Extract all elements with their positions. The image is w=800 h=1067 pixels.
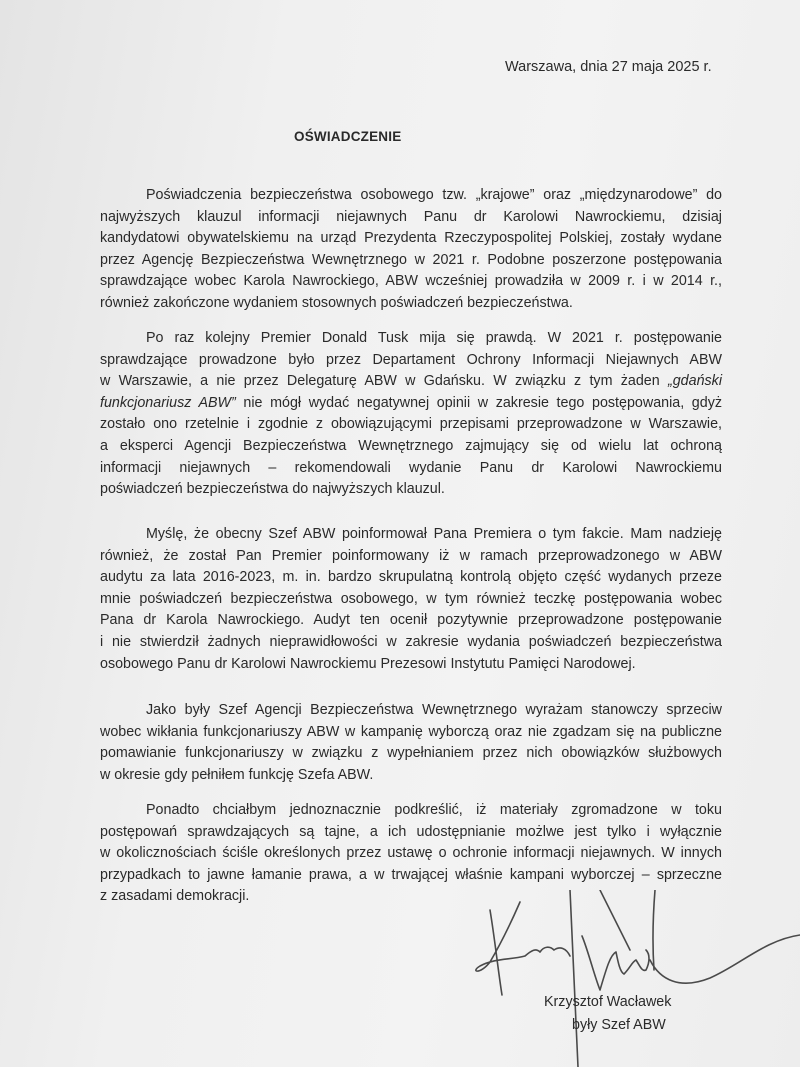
paragraph-line: Ponadto chciałbym jednoznacznie podkreślić, iż materiały zgromadzone w toku — [146, 802, 722, 818]
paragraph-line: pomawianie funkcjonariuszy w związku z wypełnianiem przez nich obowiązków służbowych — [100, 745, 722, 762]
paragraph-line: audytu za lata 2016-2023, m. in. bardzo skrupulatną kontrolą objęto część wydanych przeze — [100, 569, 722, 586]
paragraph-line: Poświadczenia bezpieczeństwa osobowego tzw. „krajowe” oraz „międzynarodowe” do — [146, 187, 722, 203]
paragraph-line: przypadkach to jawne łamanie prawa, a w trwającej właśnie kampani wyborczej – sprzeczne — [100, 866, 722, 883]
paragraph-line — [100, 393, 722, 415]
paragraph-line: sprawdzające prowadzone było przez Departament Ochrony Informacji Niejawnych ABW — [100, 351, 722, 368]
paragraph-1 — [100, 185, 722, 315]
paragraph-4 — [100, 700, 722, 786]
document-title: OŚWIADCZENIE — [294, 129, 402, 144]
line-text: w Warszawie, a nie przez Delegaturę ABW w Gdańsku. W związku z tym żaden — [100, 373, 660, 390]
place-date: Warszawa, dnia 27 maja 2025 r. — [505, 59, 712, 75]
signature-stroke — [582, 936, 649, 990]
paragraph-line: przez Agencję Bezpieczeństwa Wewnętrznego w 2021 r. Podobne poszerzone postępowania — [100, 251, 722, 268]
italic-quote: funkcjonariusz ABW” — [100, 394, 236, 411]
paragraph-line: w okolicznościach ściśle określonych przez ustawę o ochronie informacji niejawnych. W innych — [100, 845, 722, 862]
paragraph-line: z zasadami demokracji. — [100, 888, 250, 905]
paragraph-line: Jako były Szef Agencji Bezpieczeństwa Wewnętrznego wyrażam stanowczy sprzeciw — [146, 702, 722, 718]
paragraph-line: zostało ono rzetelnie i zgodnie z obowiązującymi przepisami przeprowadzone w Warszawie, — [100, 416, 722, 433]
paragraph-line: w okresie gdy pełniłem funkcję Szefa ABW. — [100, 766, 374, 783]
signature-stroke — [653, 890, 655, 970]
paragraph-line: poświadczeń bezpieczeństwa do najwyższych klauzul. — [100, 481, 445, 498]
signature-stroke — [650, 935, 800, 983]
signatory-position: były Szef ABW — [572, 1017, 666, 1033]
paragraph-3 — [100, 524, 722, 675]
paragraph-line: Pana dr Karola Nawrockiego. Audyt ten ocenił pozytywnie przeprowadzone postępowanie — [100, 612, 722, 629]
paragraph-line: sprawdzające wobec Karola Nawrockiego, ABW wcześniej prowadziła w 2009 r. i w 2014 r., — [100, 273, 722, 290]
paragraph-line: również zakończone wydaniem stosownych poświadczeń bezpieczeństwa. — [100, 294, 573, 311]
signature-stroke — [600, 890, 630, 950]
signatory-name: Krzysztof Wacławek — [544, 994, 672, 1010]
paragraph-line: wobec wikłania funkcjonariuszy ABW w kampanię wyborczą oraz nie zgadzam się na publiczne — [100, 723, 722, 740]
paragraph-line: osobowego Panu dr Karolowi Nawrockiemu Prezesowi Instytutu Pamięci Narodowej. — [100, 655, 636, 672]
paragraph-line — [100, 371, 722, 393]
paragraph-line: najwyższych klauzul informacji niejawnych Panu dr Karolowi Nawrockiemu, dzisiaj — [100, 208, 722, 225]
paragraph-line: a eksperci Agencji Bezpieczeństwa Wewnętrznego zajmujący się od wielu lat ochroną — [100, 437, 722, 454]
paragraph-line: i nie stwierdził żadnych nieprawidłowości w zakresie wydania poświadczeń bezpieczeństwa — [100, 633, 722, 650]
paragraph-2 — [100, 328, 722, 501]
paragraph-line: postępowań sprawdzających są tajne, a ich udostępnianie możlwe jest tylko i wyłącznie — [100, 823, 722, 840]
handwritten-signature — [470, 890, 800, 1067]
paragraph-line: informacji niejawnych – rekomendowali wydanie Panu dr Karolowi Nawrockiemu — [100, 459, 722, 476]
signature-stroke — [570, 890, 578, 1067]
paragraph-line: kandydatowi obywatelskiemu na urząd Prezydenta Rzeczypospolitej Polskiej, zostały wydane — [100, 230, 722, 247]
paragraph-line: Po raz kolejny Premier Donald Tusk mija się prawdą. W 2021 r. postępowanie — [146, 330, 722, 346]
paragraph-line: mnie poświadczeń bezpieczeństwa osobowego, w tym również teczkę postępowania wobec — [100, 590, 722, 607]
paragraph-line: również, że został Pan Premier poinformowany iż w ramach przeprowadzonego w ABW — [100, 547, 722, 564]
paragraph-line: Myślę, że obecny Szef ABW poinformował Pana Premiera o tym fakcie. Mam nadzieję — [146, 526, 722, 542]
line-text: nie mógł wydać negatywnej opinii w zakresie tego postępowania, gdyż — [243, 394, 723, 411]
italic-quote: „gdański — [667, 373, 722, 390]
